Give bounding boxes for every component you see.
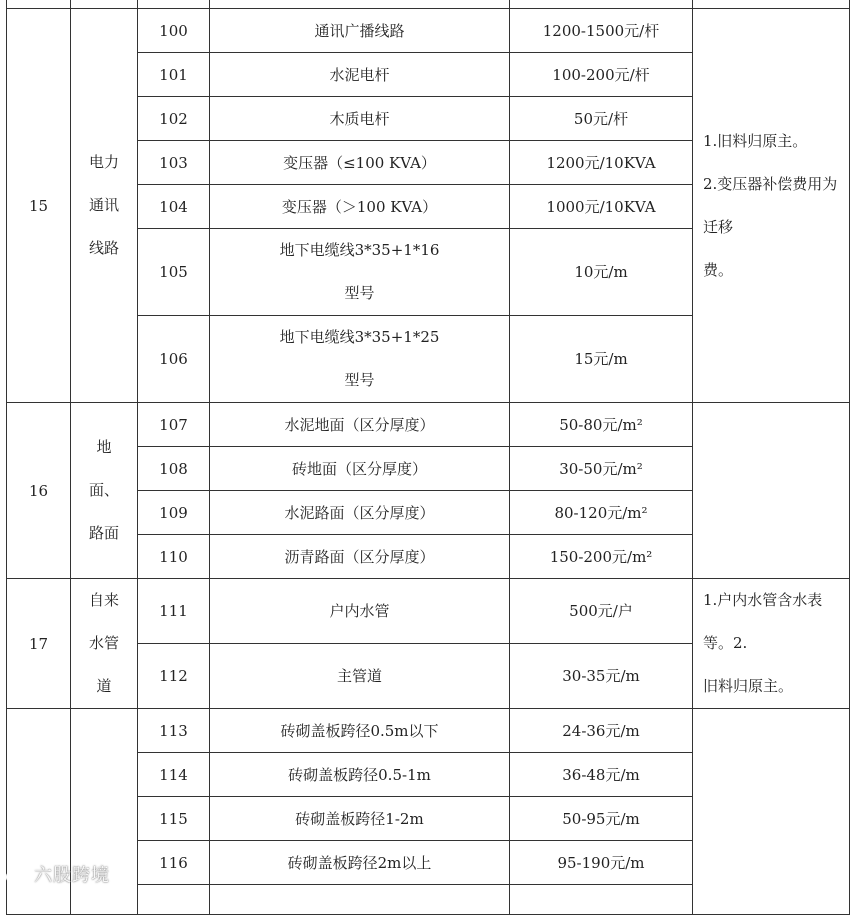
row-item: 砖砌盖板跨径1-2m	[210, 797, 510, 841]
row-price: 95-190元/m	[510, 841, 693, 885]
table-row	[7, 9, 850, 53]
group-note: 1.旧料归原主。 2.变压器补偿费用为迁移 费。	[693, 9, 850, 403]
group-category: 电力 通讯 线路	[71, 9, 138, 403]
row-price: 10元/m	[510, 229, 693, 316]
row-price: 1000元/10KVA	[510, 185, 693, 229]
row-price: 15元/m	[510, 316, 693, 403]
row-no	[138, 885, 210, 915]
row-no: 104	[138, 185, 210, 229]
camera-logo-icon	[4, 866, 30, 886]
row-no: 102	[138, 97, 210, 141]
table-row	[7, 0, 850, 9]
row-item: 水泥电杆	[210, 53, 510, 97]
row-item: 砖砌盖板跨径2m以上	[210, 841, 510, 885]
group-note	[693, 709, 850, 915]
row-price: 30-50元/m²	[510, 447, 693, 491]
row-no: 115	[138, 797, 210, 841]
row-no: 109	[138, 491, 210, 535]
group-note	[693, 403, 850, 579]
row-item: 变压器（≤100 KVA）	[210, 141, 510, 185]
no-cell	[138, 0, 210, 9]
row-item: 主管道	[210, 644, 510, 709]
row-item: 砖砌盖板跨径0.5-1m	[210, 753, 510, 797]
group-category: 地 面、 路面	[71, 403, 138, 579]
row-price: 500元/户	[510, 579, 693, 644]
category-cell	[71, 0, 138, 9]
id-cell	[7, 0, 71, 9]
watermark	[4, 861, 110, 887]
row-price: 80-120元/m²	[510, 491, 693, 535]
group-id: 16	[7, 403, 71, 579]
table-wrapper	[6, 0, 850, 915]
group-category: 自来 水管 道	[71, 579, 138, 709]
row-price: 50-95元/m	[510, 797, 693, 841]
item-cell	[210, 0, 510, 9]
row-no: 101	[138, 53, 210, 97]
row-price: 36-48元/m	[510, 753, 693, 797]
row-price: 50-80元/m²	[510, 403, 693, 447]
row-no: 105	[138, 229, 210, 316]
row-item	[210, 885, 510, 915]
row-item: 通讯广播线路	[210, 9, 510, 53]
row-no: 108	[138, 447, 210, 491]
compensation-table	[6, 0, 850, 915]
price-cell	[510, 0, 693, 9]
note-cell	[693, 0, 850, 9]
row-no: 114	[138, 753, 210, 797]
group-id: 15	[7, 9, 71, 403]
row-item: 变压器（＞100 KVA）	[210, 185, 510, 229]
row-no: 103	[138, 141, 210, 185]
watermark-text: 六股跨境	[34, 865, 110, 886]
table-row	[7, 709, 850, 753]
row-item: 水泥地面（区分厚度）	[210, 403, 510, 447]
group-note: 1.户内水管含水表等。2. 旧料归原主。	[693, 579, 850, 709]
row-price	[510, 885, 693, 915]
row-price: 1200-1500元/杆	[510, 9, 693, 53]
row-item: 砖地面（区分厚度）	[210, 447, 510, 491]
row-item: 水泥路面（区分厚度）	[210, 491, 510, 535]
row-no: 107	[138, 403, 210, 447]
row-price: 100-200元/杆	[510, 53, 693, 97]
row-no: 106	[138, 316, 210, 403]
row-no: 112	[138, 644, 210, 709]
row-no: 100	[138, 9, 210, 53]
row-item: 木质电杆	[210, 97, 510, 141]
group-id: 17	[7, 579, 71, 709]
row-price: 150-200元/m²	[510, 535, 693, 579]
row-no: 111	[138, 579, 210, 644]
table-row	[7, 579, 850, 644]
row-no: 110	[138, 535, 210, 579]
row-item: 沥青路面（区分厚度）	[210, 535, 510, 579]
row-no: 113	[138, 709, 210, 753]
row-price: 24-36元/m	[510, 709, 693, 753]
row-no: 116	[138, 841, 210, 885]
row-price: 1200元/10KVA	[510, 141, 693, 185]
row-price: 50元/杆	[510, 97, 693, 141]
row-price: 30-35元/m	[510, 644, 693, 709]
row-item: 砖砌盖板跨径0.5m以下	[210, 709, 510, 753]
row-item: 地下电缆线3*35+1*16 型号	[210, 229, 510, 316]
row-item: 地下电缆线3*35+1*25 型号	[210, 316, 510, 403]
table-row	[7, 403, 850, 447]
row-item: 户内水管	[210, 579, 510, 644]
